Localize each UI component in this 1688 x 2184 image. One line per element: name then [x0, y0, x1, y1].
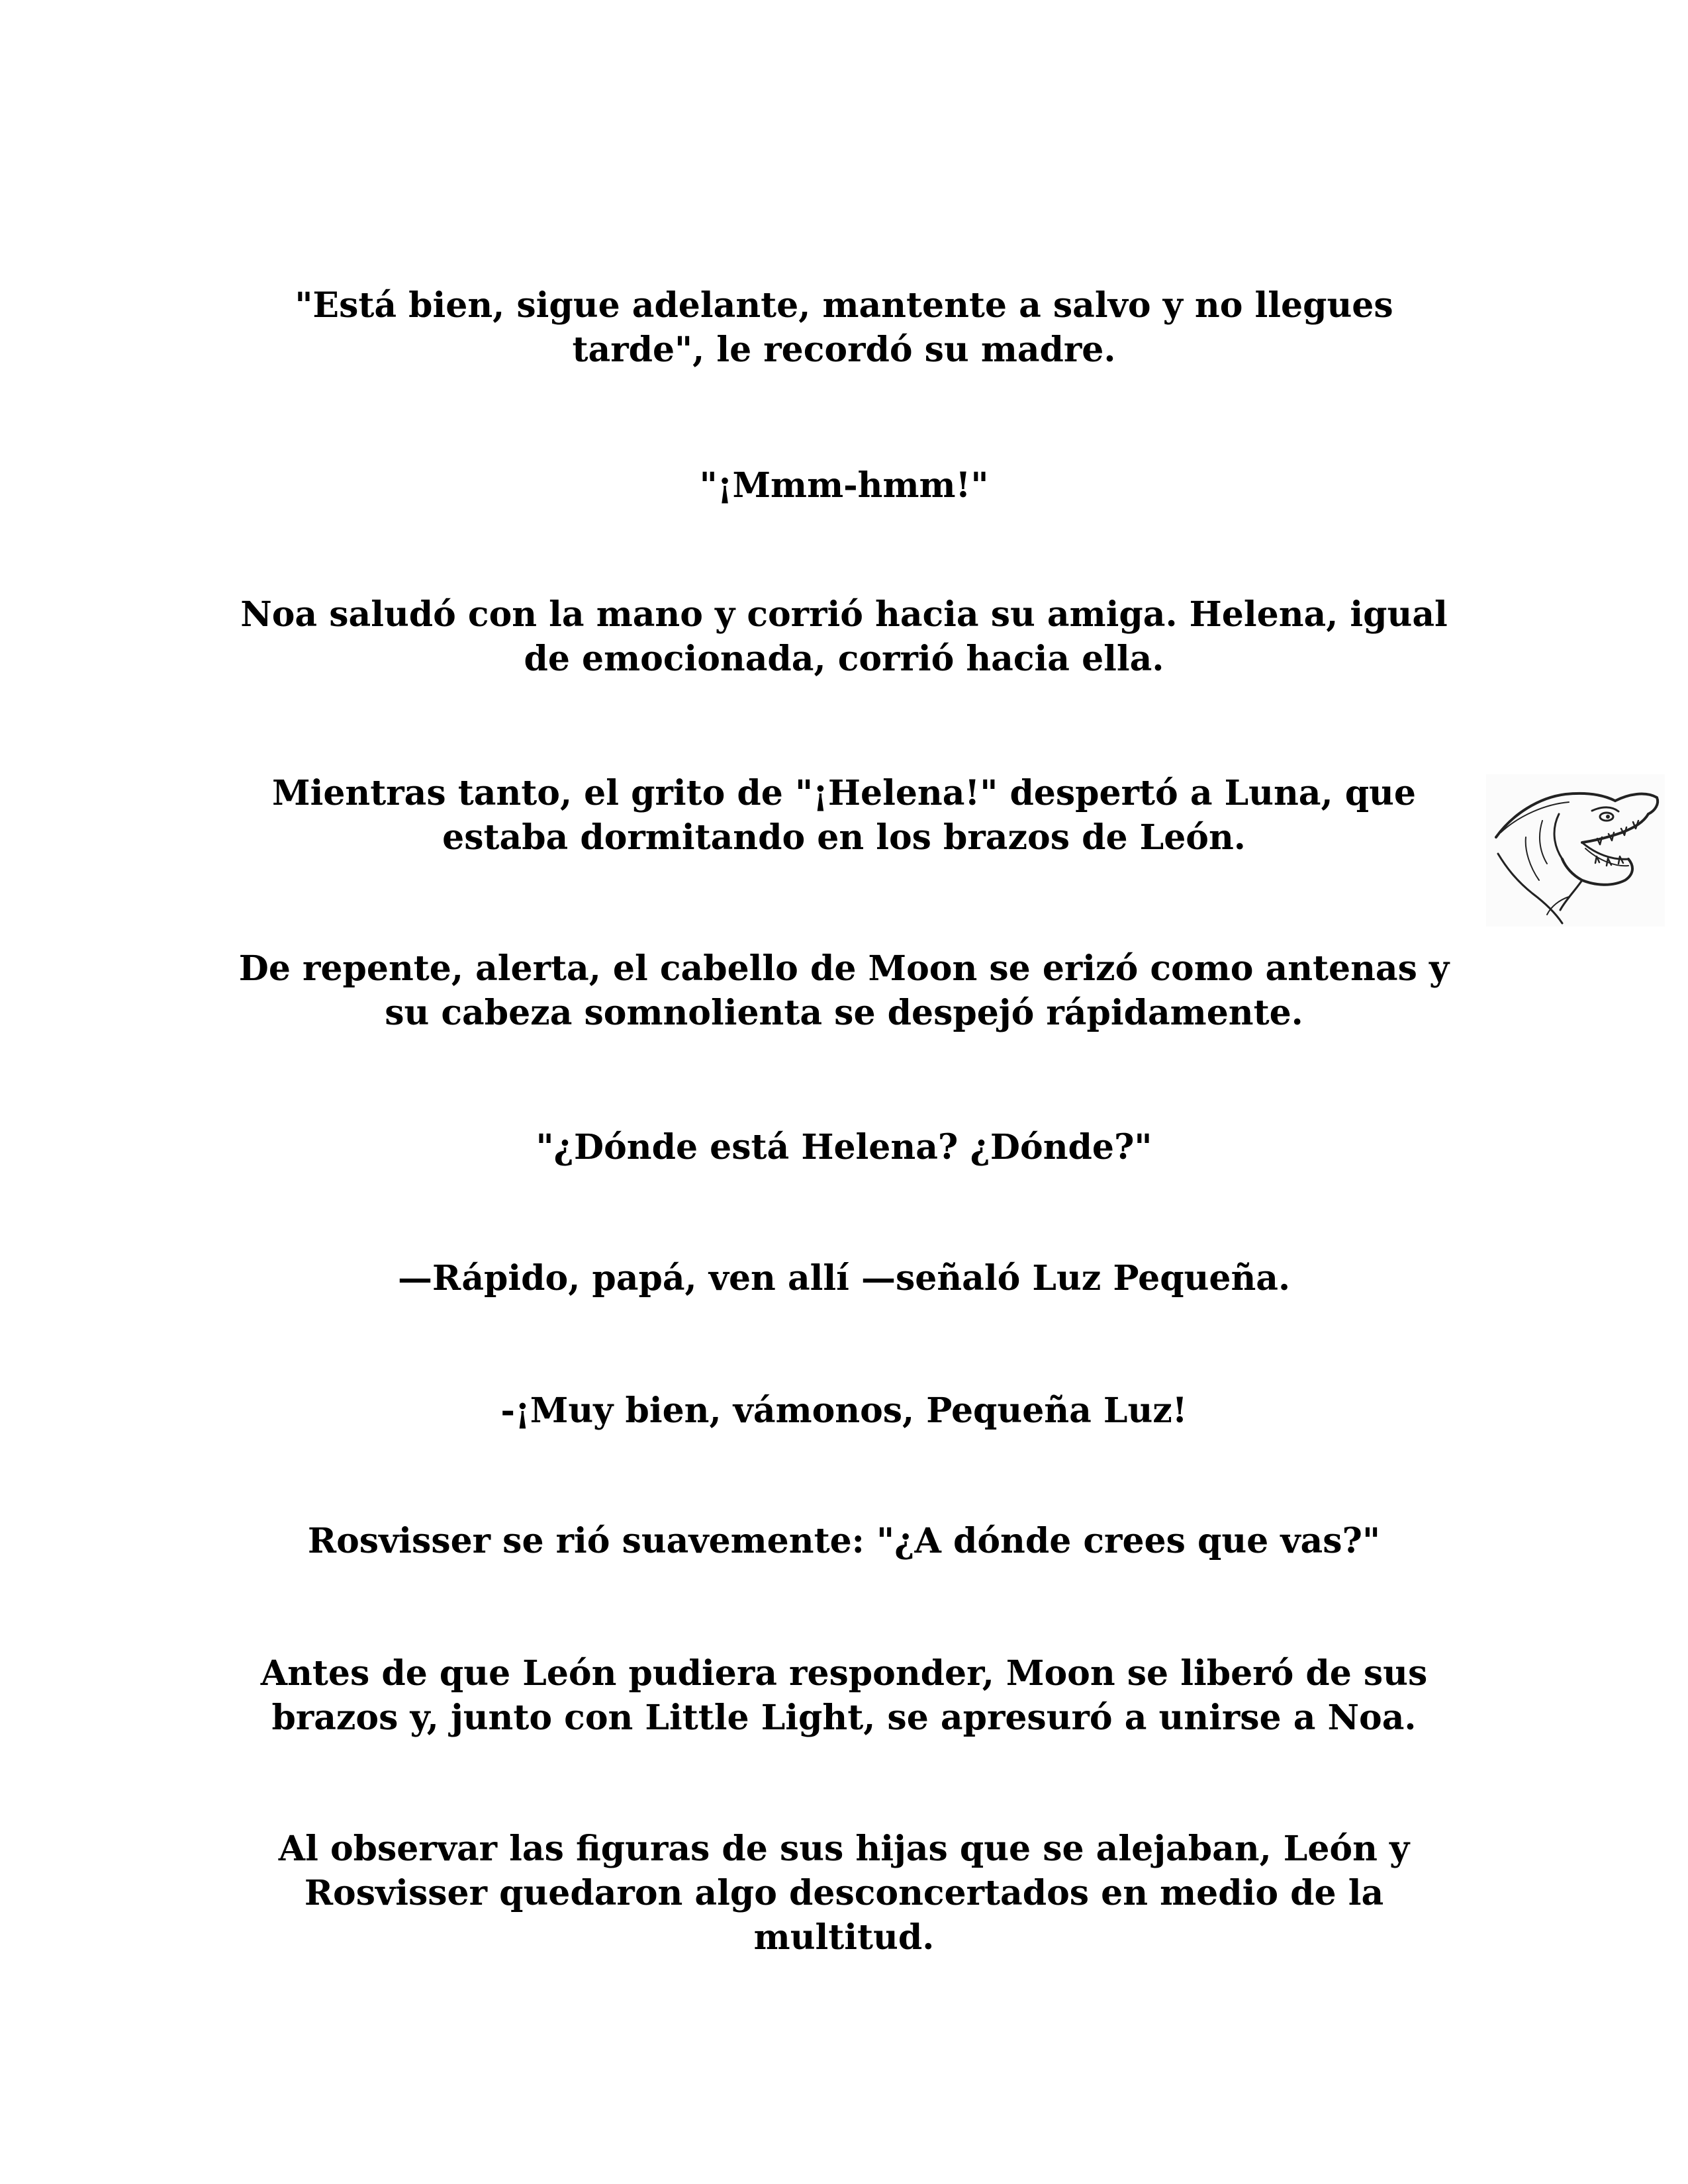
dinosaur-head-sketch-icon: [1486, 774, 1665, 927]
paragraph-line: "¡Mmm-hmm!": [699, 465, 989, 506]
paragraph-line: "¿Dónde está Helena? ¿Dónde?": [536, 1127, 1152, 1167]
paragraph-line: brazos y, junto con Little Light, se apresuró a unirse a Noa.: [271, 1698, 1417, 1738]
paragraph-line: —Rápido, papá, ven allí —señaló Luz Pequeña.: [397, 1258, 1291, 1298]
paragraph-line: De repente, alerta, el cabello de Moon se erizó como antenas y: [238, 948, 1450, 989]
paragraph-line: -¡Muy bien, vámonos, Pequeña Luz!: [500, 1390, 1188, 1431]
paragraph-6: [182, 1125, 1506, 1169]
paragraph-line: "Está bien, sigue adelante, mantente a salvo y no llegues: [295, 285, 1393, 326]
paragraph-10: [182, 1651, 1506, 1740]
paragraph-8: [182, 1388, 1506, 1433]
paragraph-line: tarde", le recordó su madre.: [572, 330, 1116, 370]
paragraph-9: [182, 1519, 1506, 1563]
paragraph-4: [182, 771, 1506, 860]
paragraph-3: [182, 592, 1506, 681]
paragraph-2: [182, 463, 1506, 508]
paragraph-line: estaba dormitando en los brazos de León.: [442, 817, 1246, 858]
paragraph-1: [182, 283, 1506, 372]
paragraph-line: Antes de que León pudiera responder, Moon se liberó de sus: [260, 1653, 1428, 1694]
paragraph-line: Al observar las figuras de sus hijas que se alejaban, León y: [278, 1829, 1410, 1869]
paragraph-line: Noa saludó con la mano y corrió hacia su amiga. Helena, igual: [240, 594, 1448, 635]
paragraph-line: de emocionada, corrió hacia ella.: [524, 639, 1164, 679]
paragraph-line: Rosvisser se rió suavemente: "¿A dónde crees que vas?": [307, 1521, 1381, 1561]
paragraph-line: Mientras tanto, el grito de "¡Helena!" despertó a Luna, que: [272, 773, 1416, 813]
paragraph-line: su cabeza somnolienta se despejó rápidamente.: [385, 993, 1303, 1033]
paragraph-7: [182, 1256, 1506, 1300]
paragraph-line: multitud.: [753, 1917, 935, 1958]
paragraph-5: [182, 946, 1506, 1035]
paragraph-line: Rosvisser quedaron algo desconcertados en medio de la: [304, 1873, 1384, 1913]
paragraph-11: [182, 1827, 1506, 1960]
